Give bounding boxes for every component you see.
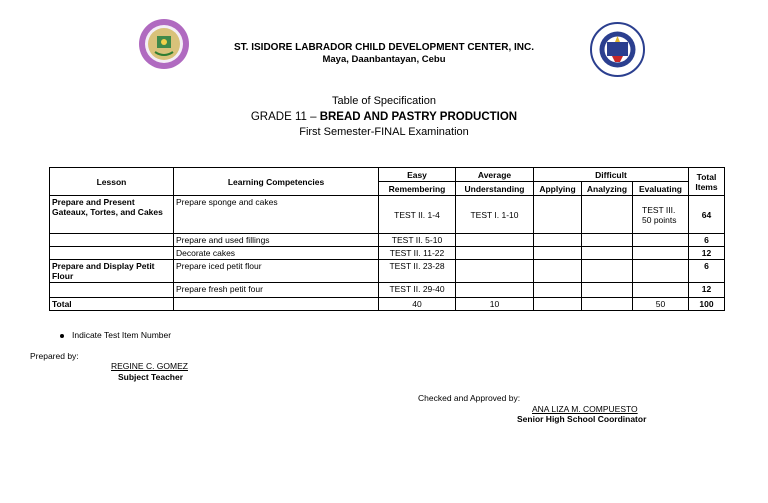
header-lesson: Lesson bbox=[50, 168, 174, 196]
understanding-cell: TEST I. 1-10 bbox=[456, 196, 534, 234]
header-applying: Applying bbox=[534, 182, 582, 196]
applying-cell bbox=[534, 234, 582, 247]
totals-row bbox=[50, 298, 725, 311]
competency-cell: Prepare fresh petit four bbox=[174, 283, 379, 298]
total-cell: 6 bbox=[689, 260, 725, 283]
table-row bbox=[50, 196, 725, 234]
analyzing-cell bbox=[582, 234, 633, 247]
understanding-cell bbox=[456, 234, 534, 247]
exam-title: First Semester-FINAL Examination bbox=[299, 126, 469, 138]
total-cell: 12 bbox=[689, 283, 725, 298]
school-address: Maya, Daanbantayan, Cebu bbox=[322, 54, 446, 65]
applying-cell bbox=[534, 260, 582, 283]
checked-by-name: ANA LIZA M. COMPUESTO bbox=[532, 404, 638, 414]
document-title: Table of Specification bbox=[332, 95, 436, 107]
specification-table bbox=[49, 167, 725, 311]
competency-cell: Prepare sponge and cakes bbox=[174, 196, 379, 234]
totals-remembering: 40 bbox=[379, 298, 456, 311]
totals-applying bbox=[534, 298, 582, 311]
checked-by-label: Checked and Approved by: bbox=[418, 393, 521, 403]
prepared-by-label: Prepared by: bbox=[30, 351, 79, 361]
header-evaluating: Evaluating bbox=[633, 182, 689, 196]
prepared-by-name: REGINE C. GOMEZ bbox=[111, 361, 188, 371]
school-name: ST. ISIDORE LABRADOR CHILD DEVELOPMENT CENTER, INC. bbox=[233, 42, 534, 53]
applying-cell bbox=[534, 196, 582, 234]
remembering-cell: TEST II. 11-22 bbox=[379, 247, 456, 260]
understanding-cell bbox=[456, 283, 534, 298]
header-analyzing: Analyzing bbox=[582, 182, 633, 196]
lesson-cell bbox=[50, 247, 174, 260]
remembering-cell: TEST II. 29-40 bbox=[379, 283, 456, 298]
evaluating-cell bbox=[633, 247, 689, 260]
grade-subject-title bbox=[0, 111, 768, 123]
header-remembering: Remembering bbox=[379, 182, 456, 196]
table-row bbox=[50, 283, 725, 298]
evaluating-cell bbox=[633, 234, 689, 247]
remembering-cell: TEST II. 23-28 bbox=[379, 260, 456, 283]
analyzing-cell bbox=[582, 196, 633, 234]
total-cell: 64 bbox=[689, 196, 725, 234]
understanding-cell bbox=[456, 260, 534, 283]
analyzing-cell bbox=[582, 247, 633, 260]
deped-seal-icon bbox=[590, 22, 645, 77]
lesson-cell bbox=[50, 234, 174, 247]
evaluating-cell bbox=[633, 283, 689, 298]
header-difficult: Difficult bbox=[534, 168, 689, 182]
totals-label: Total bbox=[50, 298, 174, 311]
totals-competency-cell bbox=[174, 298, 379, 311]
header-total: Total Items bbox=[689, 168, 725, 196]
applying-cell bbox=[534, 283, 582, 298]
evaluating-cell: TEST III. 50 points bbox=[633, 196, 689, 234]
total-cell: 12 bbox=[689, 247, 725, 260]
school-seal-icon bbox=[138, 18, 190, 70]
grade-prefix: GRADE 11 – bbox=[250, 111, 320, 123]
note-item bbox=[60, 330, 171, 340]
totals-understanding: 10 bbox=[456, 298, 534, 311]
total-cell: 6 bbox=[689, 234, 725, 247]
prepared-by-role: Subject Teacher bbox=[118, 372, 184, 382]
analyzing-cell bbox=[582, 283, 633, 298]
remembering-cell: TEST II. 1-4 bbox=[379, 196, 456, 234]
totals-total: 100 bbox=[689, 298, 725, 311]
applying-cell bbox=[534, 247, 582, 260]
lesson-cell: Prepare and Display Petit Flour bbox=[50, 260, 174, 283]
lesson-cell: Prepare and Present Gateaux, Tortes, and Cakes bbox=[50, 196, 174, 234]
totals-evaluating: 50 bbox=[633, 298, 689, 311]
remembering-cell: TEST II. 5-10 bbox=[379, 234, 456, 247]
subject-name: BREAD AND PASTRY PRODUCTION bbox=[319, 111, 518, 123]
totals-analyzing bbox=[582, 298, 633, 311]
header-competencies: Learning Competencies bbox=[174, 168, 379, 196]
competency-cell: Prepare and used fillings bbox=[174, 234, 379, 247]
checked-by-role: Senior High School Coordinator bbox=[517, 414, 647, 424]
analyzing-cell bbox=[582, 260, 633, 283]
table-row bbox=[50, 247, 725, 260]
table-row bbox=[50, 260, 725, 283]
header-understanding: Understanding bbox=[456, 182, 534, 196]
header-average: Average bbox=[456, 168, 534, 182]
evaluating-cell bbox=[633, 260, 689, 283]
competency-cell: Decorate cakes bbox=[174, 247, 379, 260]
header-easy: Easy bbox=[379, 168, 456, 182]
note-text: Indicate Test Item Number bbox=[72, 330, 172, 340]
understanding-cell bbox=[456, 247, 534, 260]
bullet-icon bbox=[60, 334, 64, 338]
table-row bbox=[50, 234, 725, 247]
lesson-cell bbox=[50, 283, 174, 298]
competency-cell: Prepare iced petit flour bbox=[174, 260, 379, 283]
